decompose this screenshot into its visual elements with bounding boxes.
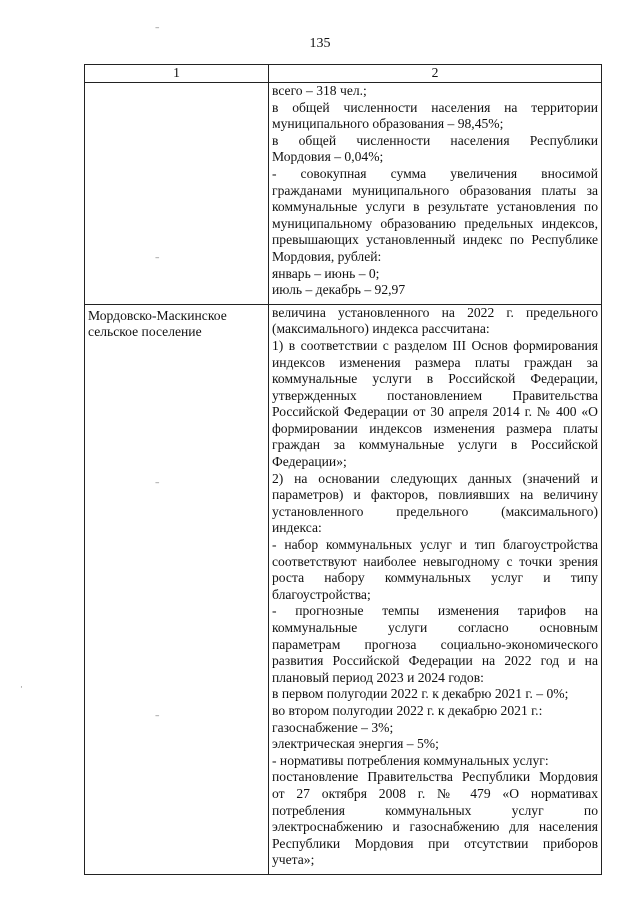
text-line: роста набору коммунальных услуг и типу (272, 570, 598, 586)
text-line: Мордовия, рублей: (272, 248, 382, 264)
cell-spacer (272, 869, 598, 874)
text-line: муниципальному образованию предельных индексов, (272, 215, 598, 231)
text-line: в общей численности населения Республики (272, 132, 598, 148)
text-line: параметрам прогноза социально-экономического (272, 636, 598, 652)
cell-spacer (272, 299, 598, 304)
text-line: Республики Мордовия при отсутствии приборов (272, 835, 598, 851)
text-line: развития Российской Федерации на 2022 год и на (272, 653, 598, 669)
scan-mark: – (155, 23, 160, 33)
municipality-name-line: Мордовско-Маскинское (88, 307, 227, 323)
text-line: электроснабжению и газоснабжению для населения (272, 819, 598, 835)
text-line: газоснабжение – 3%; (272, 719, 394, 735)
page-number: 135 (309, 36, 331, 51)
scan-mark: · (20, 683, 23, 693)
municipality-cell (85, 304, 269, 874)
column-header-1: 1 (85, 65, 269, 83)
text-line: 1) в соответствии с разделом III Основ формирования (272, 337, 598, 353)
text-line: величина установленного на 2022 г. предельного (272, 304, 598, 320)
text-line: в общей численности населения на территории (272, 99, 598, 115)
text-line: формировании индексов изменения размера платы (272, 420, 598, 436)
text-line: индексов изменения размера платы граждан за (272, 354, 598, 370)
text-line: индекса: (272, 520, 322, 536)
text-line: постановление Правительства Республики Мордовия (272, 769, 598, 785)
text-line: благоустройства; (272, 586, 371, 602)
description-cell (269, 83, 602, 305)
table-row (85, 83, 602, 305)
text-line: во втором полугодии 2022 г. к декабрю 2021 г.: (272, 702, 543, 718)
text-line: электрическая энергия – 5%; (272, 736, 439, 752)
text-line: всего – 318 чел.; (272, 83, 367, 98)
text-line: Мордовия – 0,04%; (272, 149, 384, 165)
municipality-name-line: сельское поселение (88, 324, 202, 340)
table-row (85, 304, 602, 874)
text-line: соответствуют наиболее невыгодному с точки зрения (272, 553, 598, 569)
text-line: превышающих установленный индекс по Республике (272, 232, 598, 248)
text-line: муниципального образования – 98,45%; (272, 116, 504, 132)
text-line: плановый период 2023 и 2024 годов: (272, 669, 484, 685)
description-cell (269, 304, 602, 874)
text-line: Федерации»; (272, 454, 347, 470)
scan-mark: – (155, 253, 160, 263)
text-line: параметров) и факторов, повлиявших на величину (272, 487, 598, 503)
text-line: потребления коммунальных услуг по (272, 802, 598, 818)
text-line: - нормативы потребления коммунальных услуг: (272, 752, 549, 768)
column-header-2: 2 (269, 65, 602, 83)
text-line: январь – июнь – 0; (272, 265, 380, 281)
text-line: утвержденных постановлением Правительства (272, 387, 598, 403)
text-line: в первом полугодии 2022 г. к декабрю 2021 г. – 0%; (272, 686, 569, 702)
table-header-row (85, 65, 602, 83)
text-line: Российской Федерации от 30 апреля 2014 г. № 400 «О (272, 404, 598, 420)
text-line: (максимального) индекса рассчитана: (272, 321, 490, 337)
text-line: установленного предельного (максимального) (272, 503, 598, 519)
text-line: учета»; (272, 852, 315, 868)
text-line: коммунальные услуги в Российской Федерации, (272, 371, 598, 387)
text-line: от 27 октября 2008 г. № 479 «О нормативах (272, 785, 598, 801)
scan-mark: – (155, 711, 160, 721)
text-line: 2) на основании следующих данных (значений и (272, 470, 598, 486)
text-line: июль – декабрь – 92,97 (272, 282, 406, 298)
text-line: - совокупная сумма увеличения вносимой (272, 165, 598, 181)
text-line: - набор коммунальных услуг и тип благоустройства (272, 537, 598, 553)
scan-mark: – (155, 478, 160, 488)
text-line: граждан за коммунальные услуги в Российской (272, 437, 598, 453)
text-line: - прогнозные темпы изменения тарифов на (272, 603, 598, 619)
text-line: гражданами муниципального образования платы за (272, 182, 598, 198)
text-line: коммунальные услуги согласно основным (272, 620, 598, 635)
municipality-cell (85, 83, 269, 305)
data-table (84, 64, 602, 875)
text-line: коммунальные услуги в результате установления по (272, 199, 598, 215)
